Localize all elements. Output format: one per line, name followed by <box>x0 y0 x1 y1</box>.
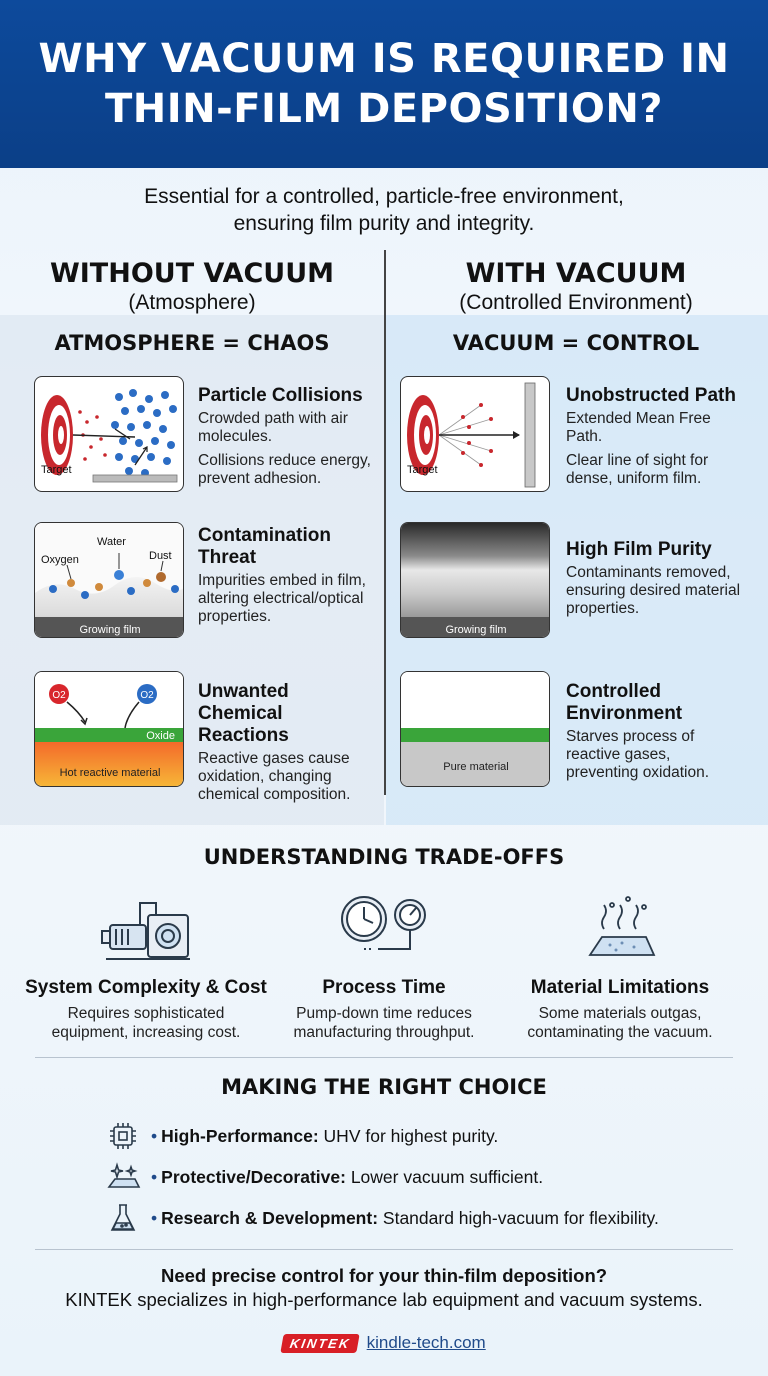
contamination-text <box>198 525 378 626</box>
without-vacuum-title: WITHOUT VACUUM <box>49 258 335 289</box>
o2-left-label: O2 <box>52 690 66 701</box>
hot-material-label: Hot reactive material <box>59 767 161 779</box>
unobstructed-path-line-1: Extended Mean Free Path. <box>566 410 711 445</box>
contamination-diagram <box>35 523 184 638</box>
choice-title: MAKING THE RIGHT CHOICE <box>221 1075 547 1099</box>
choice-item-research: • Research & Development: Standard high-vacuum for flexibility. <box>105 1202 659 1234</box>
controlled-environment-title: Controlled Environment <box>566 681 683 724</box>
tradeoffs-section <box>0 845 768 1041</box>
target-icon <box>407 395 439 475</box>
kintek-logo[interactable]: KINTEK <box>281 1334 361 1353</box>
choice-item-protective: • Protective/Decorative: Lower vacuum sufficient. <box>105 1161 543 1193</box>
controlled-environment-line-1: Starves process of reactive gases, preventing oxidation. <box>566 728 710 781</box>
unobstructed-path-illustration <box>400 376 550 492</box>
tradeoff-complexity-line-1: Requires sophisticated <box>67 1005 225 1022</box>
atmosphere-panel-title: ATMOSPHERE = CHAOS <box>54 331 330 355</box>
section-divider-2 <box>35 1249 733 1250</box>
column-divider <box>384 250 386 795</box>
flask-icon <box>105 1202 141 1234</box>
tradeoff-process-time <box>256 893 512 1042</box>
film-purity-line-1: Contaminants removed, ensuring desired material properties. <box>566 564 741 617</box>
call-to-action <box>0 1265 768 1311</box>
subtitle-line-1: Essential for a controlled, particle-free environment, <box>144 185 624 208</box>
contamination-illustration <box>34 522 184 638</box>
choice-item-high-performance: • High-Performance: UHV for highest purity. <box>105 1120 498 1152</box>
with-vacuum-subtitle: (Controlled Environment) <box>459 291 693 314</box>
film-purity-text <box>566 539 746 618</box>
page-title: WHY VACUUM IS REQUIRED IN THIN-FILM DEPOSITION? <box>38 36 730 132</box>
particle-collisions-line-2: Collisions reduce energy, prevent adhesion. <box>198 452 371 487</box>
subtitle <box>0 183 768 237</box>
tradeoff-material-limitations <box>492 893 748 1042</box>
choice-protective-text: Lower vacuum sufficient. <box>350 1166 544 1187</box>
tradeoff-complexity-line-2: equipment, increasing cost. <box>51 1024 241 1041</box>
section-divider-1 <box>35 1057 733 1058</box>
particle-collisions-text <box>198 385 378 488</box>
atmosphere-panel <box>0 315 384 825</box>
pure-material-label: Pure material <box>443 761 509 773</box>
unobstructed-path-diagram <box>401 377 550 492</box>
vacuum-pump-icon <box>100 893 192 965</box>
controlled-environment-diagram <box>401 672 550 787</box>
choice-research-text: Standard high-vacuum for flexibility. <box>382 1207 659 1228</box>
with-vacuum-heading <box>384 259 768 317</box>
cta-question: Need precise control for your thin-film deposition? <box>160 1265 608 1286</box>
controlled-environment-text <box>566 681 746 782</box>
vacuum-panel <box>386 315 768 825</box>
oxygen-label: Oxygen <box>41 554 79 566</box>
choice-high-performance-label: High-Performance: <box>161 1125 319 1146</box>
pure-film-illustration <box>400 522 550 638</box>
tradeoff-material-line-1: Some materials outgas, <box>538 1005 702 1022</box>
particle-collision-illustration <box>34 376 184 492</box>
oxide-label: Oxide <box>146 730 175 742</box>
contamination-line-1: Impurities embed in film, altering electrical/optical properties. <box>198 572 366 625</box>
subtitle-line-2: ensuring film purity and integrity. <box>233 212 535 235</box>
with-vacuum-title: WITH VACUUM <box>465 258 687 289</box>
choice-research-label: Research & Development: <box>161 1207 379 1228</box>
tradeoff-process-time-line-2: manufacturing throughput. <box>293 1024 475 1041</box>
without-vacuum-heading <box>0 259 384 317</box>
chemical-reactions-text <box>198 681 378 804</box>
water-label: Water <box>97 536 126 548</box>
chemical-reactions-line-1: Reactive gases cause oxidation, changing chemical composition. <box>198 750 351 803</box>
tradeoff-complexity-title: System Complexity & Cost <box>25 977 267 998</box>
website-link[interactable]: kindle-tech.com <box>366 1333 486 1352</box>
controlled-environment-illustration <box>400 671 550 787</box>
tradeoff-material-title: Material Limitations <box>530 977 710 998</box>
pure-film-diagram <box>401 523 550 638</box>
choice-protective-label: Protective/Decorative: <box>161 1166 346 1187</box>
unobstructed-path-title: Unobstructed Path <box>566 385 736 406</box>
oxidation-illustration <box>34 671 184 787</box>
chemical-reactions-title: Unwanted Chemical Reactions <box>198 681 289 746</box>
without-vacuum-subtitle: (Atmosphere) <box>128 291 256 314</box>
target-label: Target <box>41 464 72 476</box>
film-purity-title: High Film Purity <box>566 539 712 560</box>
choice-section <box>0 1075 768 1228</box>
header-banner <box>0 0 768 168</box>
clock-gauge-icon <box>334 893 434 965</box>
tradeoff-process-time-line-1: Pump-down time reduces <box>296 1005 472 1022</box>
outgassing-icon <box>580 893 660 965</box>
tradeoffs-title: UNDERSTANDING TRADE-OFFS <box>203 845 565 869</box>
contamination-title: Contamination Threat <box>198 525 331 568</box>
oxidation-diagram <box>35 672 184 787</box>
tradeoff-process-time-title: Process Time <box>322 977 446 998</box>
unobstructed-path-line-2: Clear line of sight for dense, uniform film. <box>566 452 709 487</box>
o2-right-label: O2 <box>140 690 154 701</box>
collision-diagram <box>35 377 184 492</box>
target-label: Target <box>407 464 438 476</box>
chip-icon <box>105 1120 141 1152</box>
cta-answer: KINTEK specializes in high-performance lab equipment and vacuum systems. <box>65 1289 703 1310</box>
growing-film-label: Growing film <box>445 624 507 636</box>
growing-film-label: Growing film <box>79 624 141 636</box>
footer <box>0 1333 768 1353</box>
particle-collisions-line-1: Crowded path with air molecules. <box>198 410 348 445</box>
tradeoff-material-line-2: contaminating the vacuum. <box>527 1024 713 1041</box>
tradeoff-complexity <box>18 893 274 1042</box>
vacuum-panel-title: VACUUM = CONTROL <box>452 331 700 355</box>
target-icon <box>41 395 73 475</box>
dust-label: Dust <box>149 550 172 562</box>
unobstructed-path-text <box>566 385 746 488</box>
particle-collisions-title: Particle Collisions <box>198 385 363 406</box>
choice-high-performance-text: UHV for highest purity. <box>323 1125 499 1146</box>
sparkle-surface-icon <box>105 1161 141 1193</box>
